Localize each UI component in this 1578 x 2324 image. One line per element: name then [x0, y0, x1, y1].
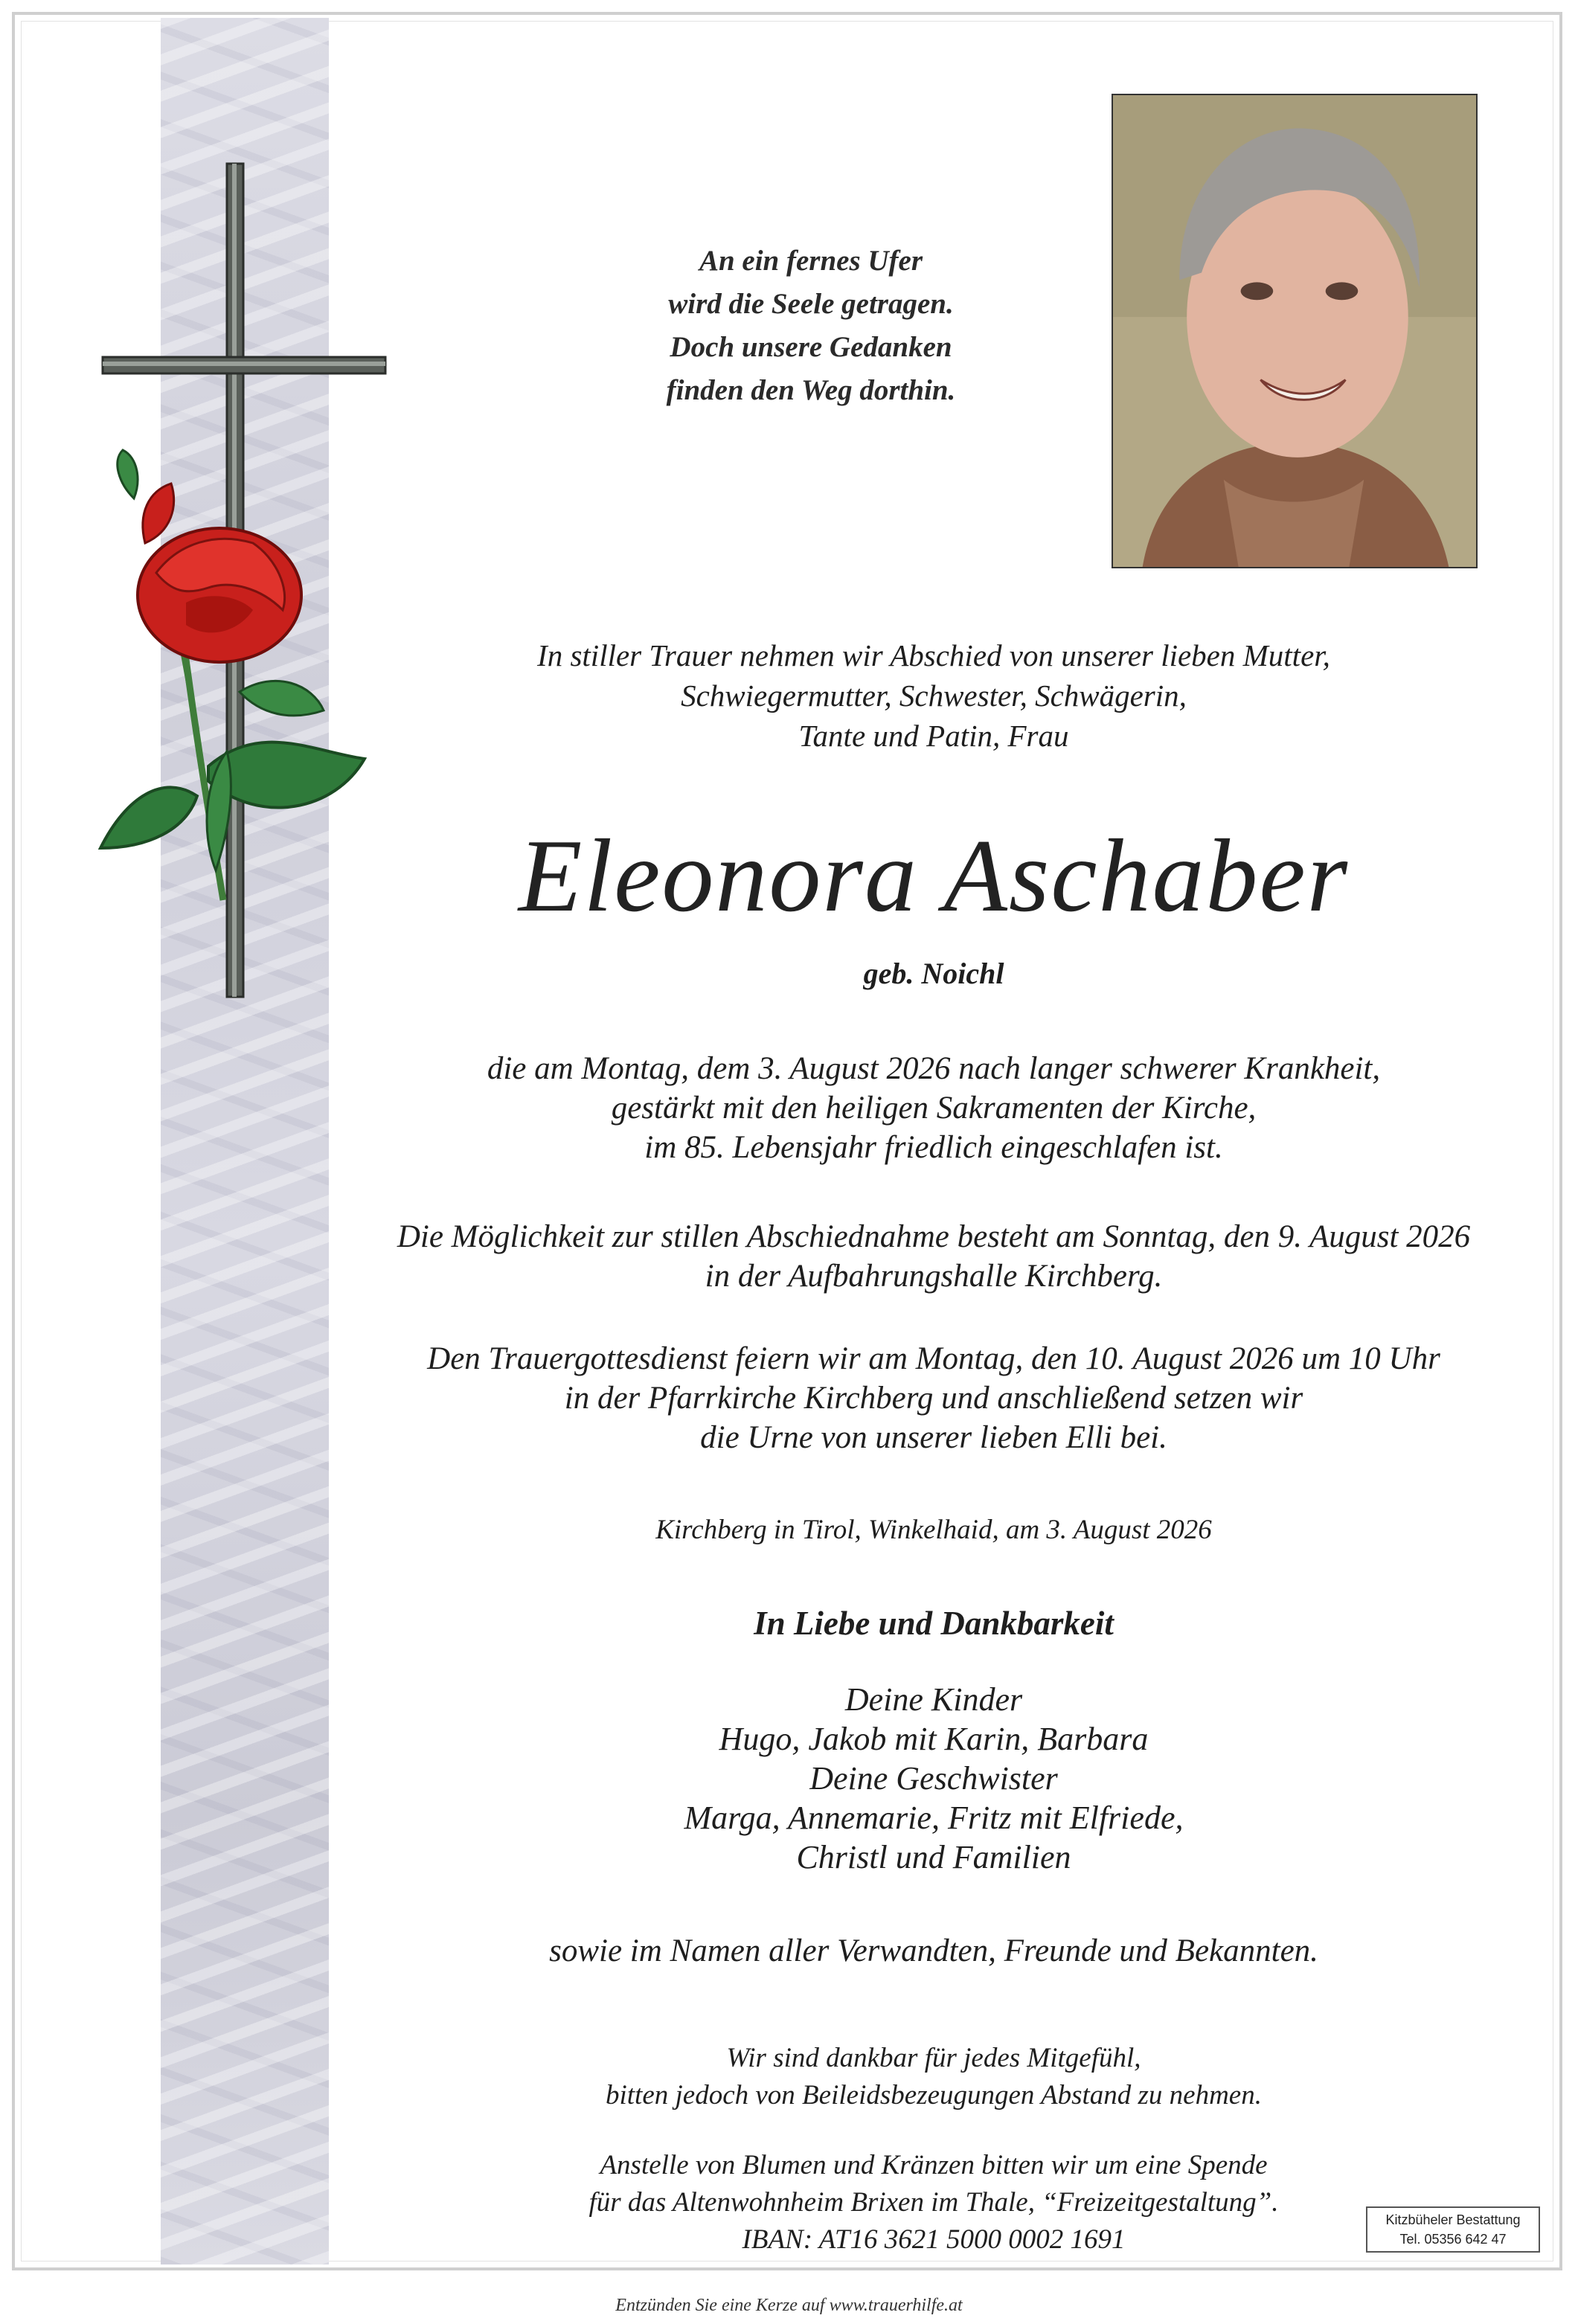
portrait-photo: [1112, 94, 1478, 568]
donation-line: Anstelle von Blumen und Kränzen bitten wir um eine Spende: [600, 2150, 1268, 2180]
relatives-line: sowie im Namen aller Verwandten, Freunde und Bekannten.: [549, 1933, 1318, 1968]
closing-heading: In Liebe und Dankbarkeit: [754, 1605, 1114, 1642]
viewing-line: Die Möglichkeit zur stillen Abschiednahme besteht am Sonntag, den 9. August 2026: [397, 1219, 1471, 1254]
poem: [491, 240, 1131, 412]
place-date: Kirchberg in Tirol, Winkelhaid, am 3. August 2026: [655, 1515, 1212, 1545]
donation-text: [342, 2147, 1525, 2259]
intro-line: In stiller Trauer nehmen wir Abschied von unserer lieben Mutter,: [537, 638, 1330, 673]
poem-line: An ein fernes Ufer: [699, 245, 923, 277]
family-list: [342, 1680, 1525, 1877]
service-line: die Urne von unserer lieben Elli bei.: [700, 1420, 1167, 1455]
donation-line: für das Altenwohnheim Brixen im Thale, “Freizeitgestaltung”.: [588, 2187, 1279, 2218]
poem-line: Doch unsere Gedanken: [670, 331, 952, 363]
family-line: Christl und Familien: [796, 1839, 1071, 1875]
thanks-line: Wir sind dankbar für jedes Mitgefühl,: [726, 2043, 1141, 2073]
death-notice-line: im 85. Lebensjahr friedlich eingeschlafen ist.: [644, 1130, 1223, 1165]
family-line: Deine Kinder: [844, 1681, 1023, 1718]
deceased-name: Eleonora Aschaber: [518, 818, 1350, 934]
footer-note: Entzünden Sie eine Kerze auf www.trauerhilfe.at: [615, 2296, 963, 2315]
poem-line: finden den Weg dorthin.: [666, 374, 956, 406]
poem-line: wird die Seele getragen.: [668, 288, 954, 320]
death-notice-line: die am Montag, dem 3. August 2026 nach langer schwerer Krankheit,: [487, 1051, 1381, 1086]
death-notice: [327, 1049, 1540, 1167]
intro-text: [342, 635, 1525, 756]
thanks-text: [342, 2040, 1525, 2114]
undertaker-stamp: [1366, 2206, 1540, 2253]
intro-line: Tante und Patin, Frau: [798, 719, 1069, 753]
death-notice-line: gestärkt mit den heiligen Sakramenten der Kirche,: [611, 1091, 1257, 1126]
undertaker-phone: Tel. 05356 642 47: [1399, 2232, 1507, 2247]
undertaker-name: Kitzbüheler Bestattung: [1385, 2212, 1521, 2227]
family-line: Hugo, Jakob mit Karin, Barbara: [719, 1721, 1149, 1757]
service-line: in der Pfarrkirche Kirchberg und anschließend setzen wir: [564, 1381, 1303, 1416]
family-line: Deine Geschwister: [809, 1760, 1058, 1797]
intro-line: Schwiegermutter, Schwester, Schwägerin,: [681, 678, 1187, 713]
thanks-line: bitten jedoch von Beileidsbezeugungen Abstand zu nehmen.: [606, 2080, 1262, 2110]
viewing-line: in der Aufbahrungshalle Kirchberg.: [705, 1259, 1163, 1294]
service-line: Den Trauergottesdienst feiern wir am Montag, den 10. August 2026 um 10 Uhr: [427, 1341, 1440, 1376]
viewing-info: [327, 1217, 1540, 1296]
service-info: [327, 1339, 1540, 1457]
maiden-name: geb. Noichl: [863, 957, 1004, 990]
family-line: Marga, Annemarie, Fritz mit Elfriede,: [684, 1800, 1184, 1836]
donation-line: IBAN: AT16 3621 5000 0002 1691: [742, 2224, 1126, 2255]
